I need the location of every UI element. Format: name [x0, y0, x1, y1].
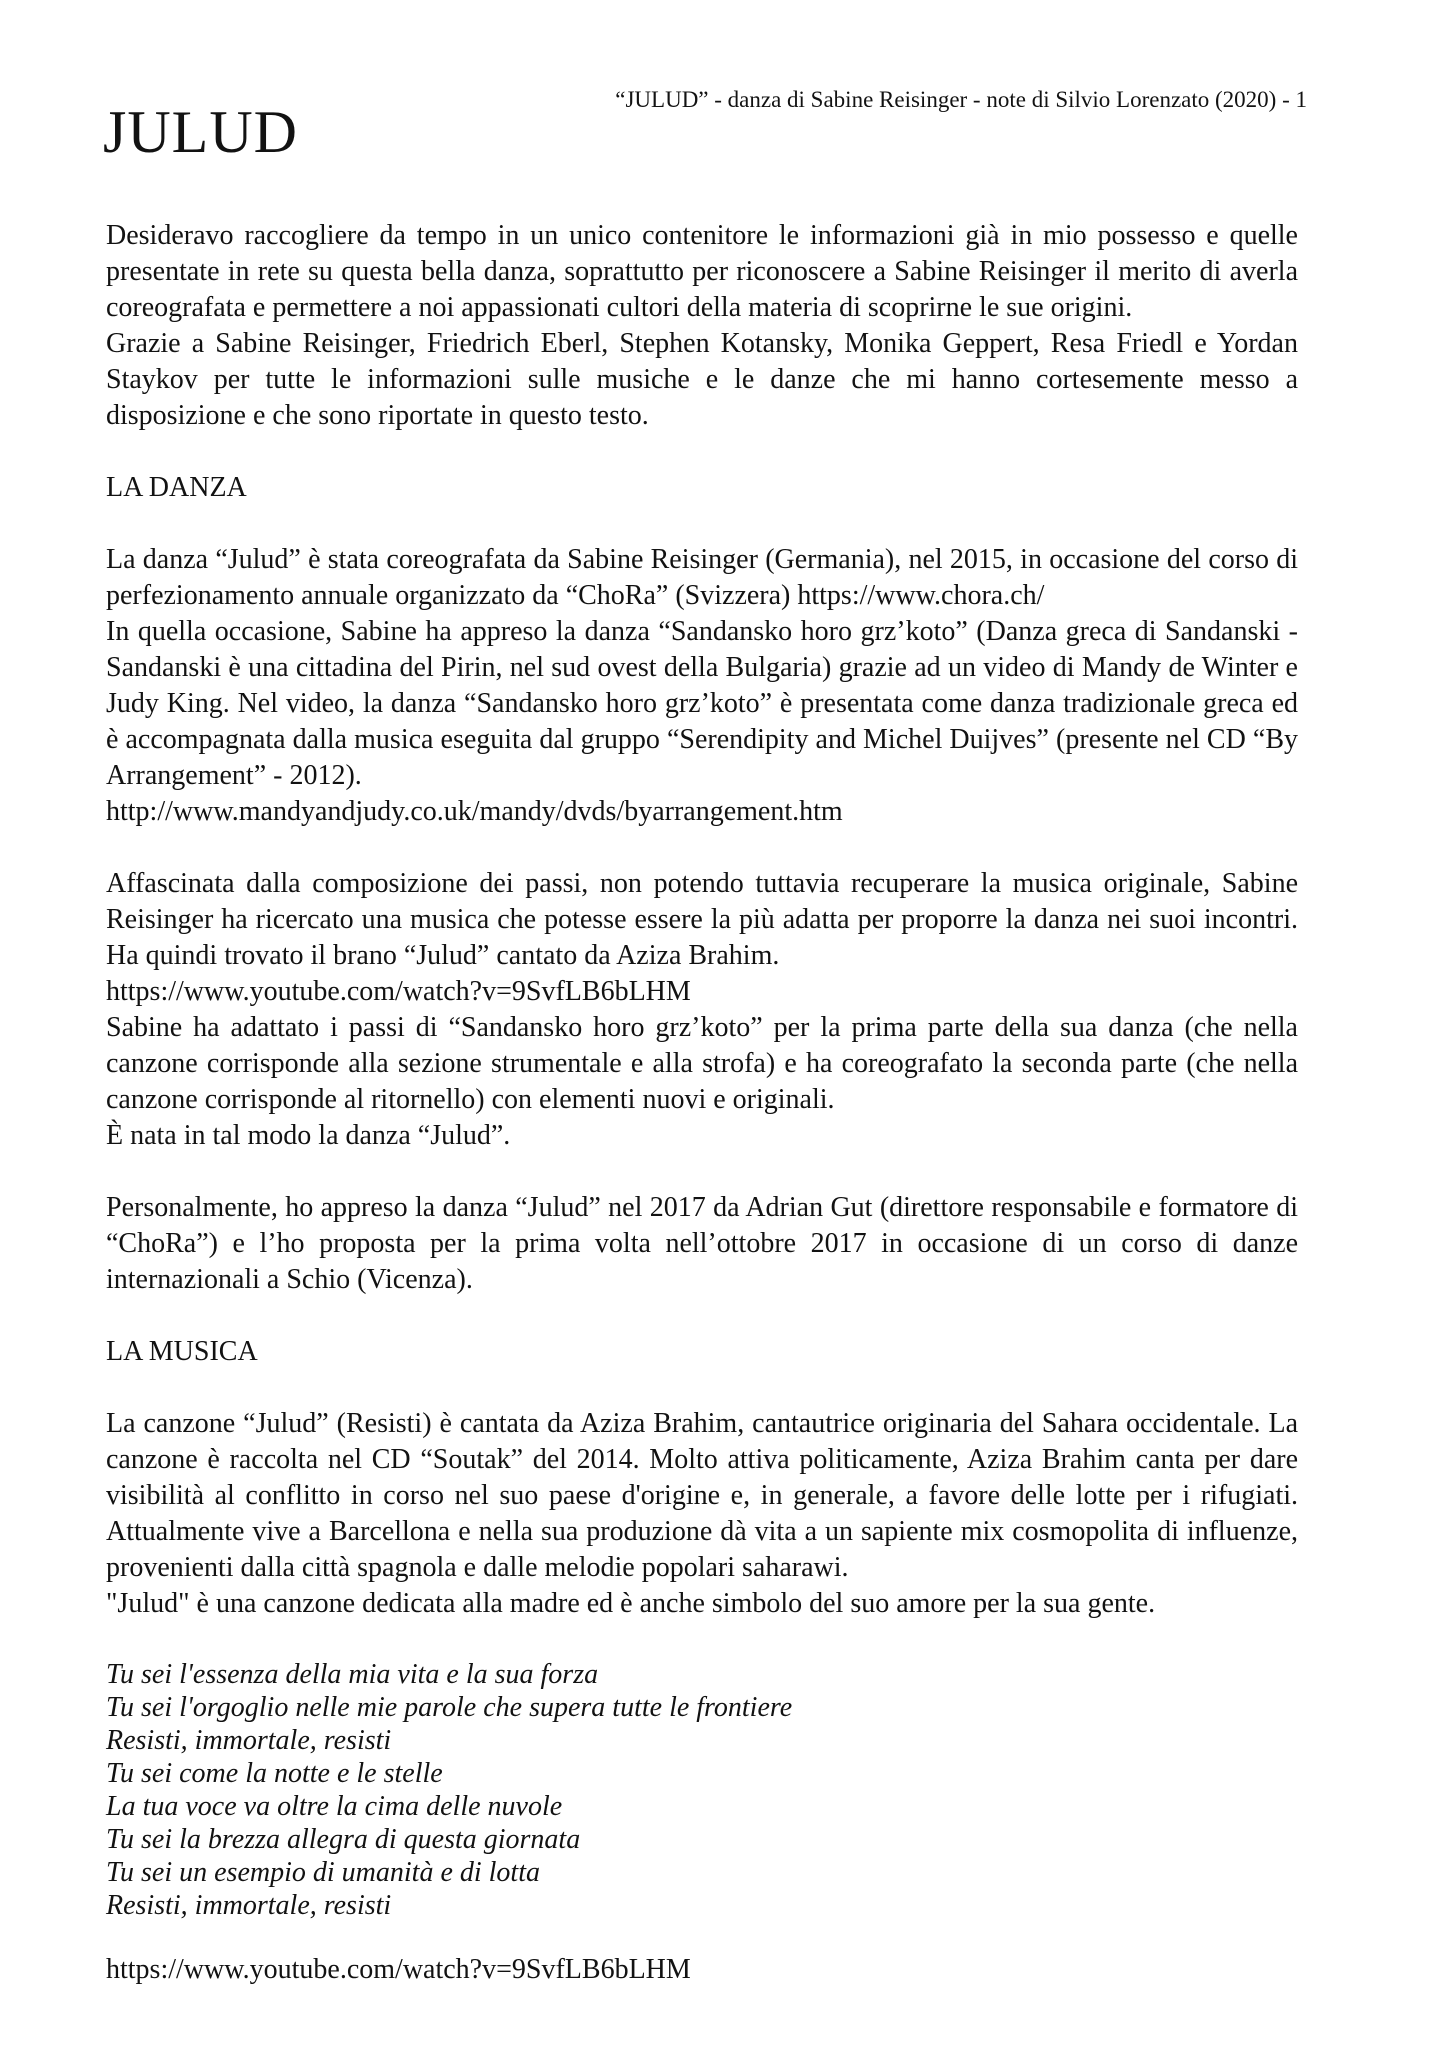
paragraph-intro-thanks: Grazie a Sabine Reisinger, Friedrich Eberl, Stephen Kotansky, Monika Geppert, Resa Friedl e Yordan Staykov per tutte le informazioni sulle musiche e le danze che mi hanno cortesemente messo a disposizione e che sono riportate in questo testo.: [106, 328, 1298, 431]
section-heading-la-danza: LA DANZA: [106, 472, 247, 503]
lyric-line: Tu sei l'essenza della mia vita e la sua forza: [106, 1659, 599, 1690]
paragraph-la-danza-affascinata: Affascinata dalla composizione dei passi, non potendo tuttavia recuperare la musica originale, Sabine Reisinger ha ricercato una musica che potesse essere la più adatta per proporre la danza nei suoi incontri. Ha quindi trovato il brano “Julud” cantato da Aziza Brahim.: [106, 868, 1298, 971]
paragraph-la-musica-dedica: "Julud" è una canzone dedicata alla madre ed è anche simbolo del suo amore per la sua gente.: [106, 1588, 1156, 1619]
lyric-line: Tu sei un esempio di umanità e di lotta: [106, 1857, 540, 1888]
lyric-line: Tu sei l'orgoglio nelle mie parole che supera tutte le frontiere: [106, 1692, 793, 1723]
lyric-line: Tu sei come la notte e le stelle: [106, 1758, 443, 1789]
paragraph-la-danza-sandansko: In quella occasione, Sabine ha appreso la danza “Sandansko horo grz’koto” (Danza greca di Sandanski - Sandanski è una cittadina del Pirin, nel sud ovest della Bulgaria) grazie ad un video di Mandy de Winter e Judy King. Nel video, la danza “Sandansko horo grz’koto” è presentata come danza tradizionale greca ed è accompagnata dalla musica eseguita dal gruppo “Serendipity and Michel Duijves” (presente nel CD “By Arrangement” - 2012).: [106, 616, 1298, 791]
lyric-line: Resisti, immortale, resisti: [106, 1890, 392, 1921]
paragraph-la-danza-nata: È nata in tal modo la danza “Julud”.: [106, 1120, 511, 1151]
paragraph-la-danza-adattamento: Sabine ha adattato i passi di “Sandansko horo grz’koto” per la prima parte della sua danza (che nella canzone corrisponde alla sezione strumentale e alla strofa) e ha coreografato la seconda parte (che nella canzone corrisponde al ritornello) con elementi nuovi e originali.: [106, 1012, 1298, 1115]
page-header: “JULUD” - danza di Sabine Reisinger - note di Silvio Lorenzato (2020) - 1: [615, 87, 1307, 112]
section-heading-la-musica: LA MUSICA: [106, 1336, 258, 1367]
paragraph-la-danza-personalmente: Personalmente, ho appreso la danza “Julud” nel 2017 da Adrian Gut (direttore responsabile e formatore di “ChoRa”) e l’ho proposta per la prima volta nell’ottobre 2017 in occasione di un corso di danze internazionali a Schio (Vicenza).: [106, 1192, 1298, 1295]
lyric-line: Resisti, immortale, resisti: [106, 1725, 392, 1756]
link-chora[interactable]: https://www.chora.ch/: [797, 580, 1045, 611]
paragraph-la-danza-origin-text: La danza “Julud” è stata coreografata da Sabine Reisinger (Germania), nel 2015, in occasione del corso di perfezionamento annuale organizzato da “ChoRa” (Svizzera): [106, 544, 1298, 611]
paragraph-la-musica-aziza: La canzone “Julud” (Resisti) è cantata da Aziza Brahim, cantautrice originaria del Sahara occidentale. La canzone è raccolta nel CD “Soutak” del 2014. Molto attiva politicamente, Aziza Brahim canta per dare visibilità al conflitto in corso nel suo paese d'origine e, in generale, a favore delle lotte per i rifugiati. Attualmente vive a Barcellona e nella sua produzione dà vita a un sapiente mix cosmopolita di influenze, provenienti dalla città spagnola e dalle melodie popolari saharawi.: [106, 1408, 1298, 1583]
paragraph-la-danza-origin: [106, 542, 1298, 614]
lyric-line: La tua voce va oltre la cima delle nuvole: [106, 1791, 563, 1822]
link-mandyandjudy[interactable]: http://www.mandyandjudy.co.uk/mandy/dvds/byarrangement.htm: [106, 796, 843, 827]
link-youtube-julud[interactable]: https://www.youtube.com/watch?v=9SvfLB6bLHM: [106, 976, 691, 1007]
lyric-line: Tu sei la brezza allegra di questa giornata: [106, 1824, 581, 1855]
lyrics-block: [106, 1658, 1298, 1922]
document-body: [106, 218, 1298, 1988]
page-title: JULUD: [103, 99, 298, 165]
paragraph-intro-1: Desideravo raccogliere da tempo in un unico contenitore le informazioni già in mio possesso e quelle presentate in rete su questa bella danza, soprattutto per riconoscere a Sabine Reisinger il merito di averla coreografata e permettere a noi appassionati cultori della materia di scoprirne le sue origini.: [106, 220, 1298, 323]
link-youtube-bottom[interactable]: https://www.youtube.com/watch?v=9SvfLB6bLHM: [106, 1954, 691, 1985]
